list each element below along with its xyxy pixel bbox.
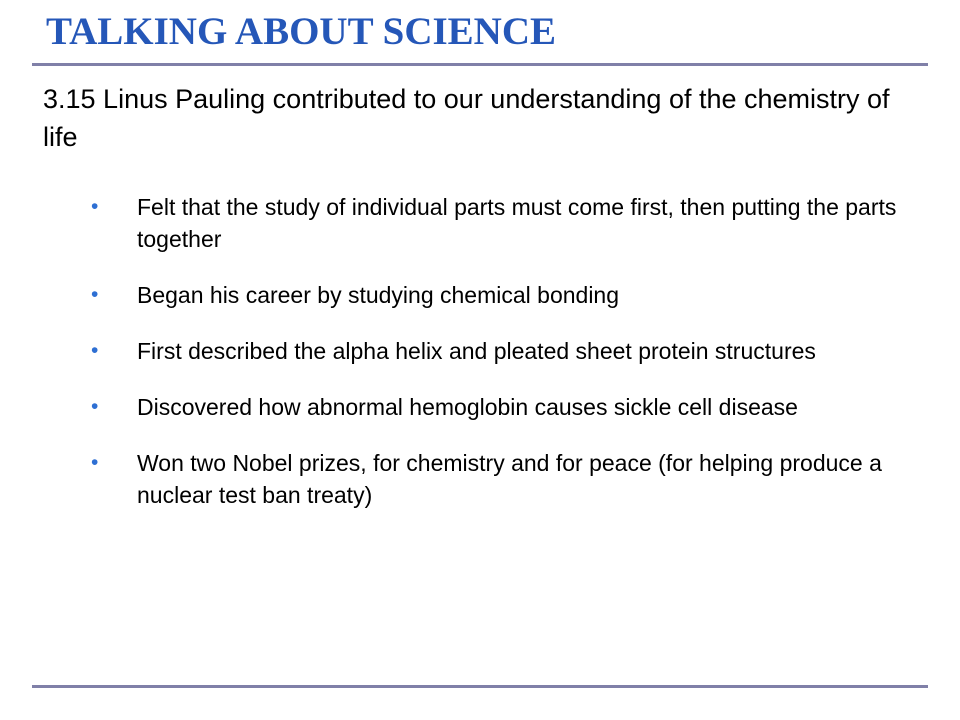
bullet-item bbox=[0, 391, 960, 423]
bullet-item bbox=[0, 335, 960, 367]
bullet-list bbox=[0, 191, 960, 535]
bullet-icon: • bbox=[91, 195, 99, 218]
top-divider bbox=[32, 63, 928, 66]
bullet-text: First described the alpha helix and pleated sheet protein structures bbox=[137, 338, 816, 364]
bullet-icon: • bbox=[91, 451, 99, 474]
bullet-item bbox=[0, 279, 960, 311]
slide-title: TALKING ABOUT SCIENCE bbox=[46, 10, 557, 53]
bullet-text: Felt that the study of individual parts must come first, then putting the parts together bbox=[137, 194, 897, 252]
bullet-icon: • bbox=[91, 395, 99, 418]
bullet-text: Discovered how abnormal hemoglobin causes sickle cell disease bbox=[137, 394, 798, 420]
bullet-item bbox=[0, 447, 960, 511]
bullet-text: Began his career by studying chemical bonding bbox=[137, 282, 620, 308]
slide-subtitle: 3.15 Linus Pauling contributed to our understanding of the chemistry of life bbox=[43, 84, 890, 152]
bullet-icon: • bbox=[91, 283, 99, 306]
bullet-text: Won two Nobel prizes, for chemistry and for peace (for helping produce a nuclear test ban treaty) bbox=[137, 450, 882, 508]
bottom-divider bbox=[32, 685, 928, 688]
bullet-icon: • bbox=[91, 339, 99, 362]
bullet-item bbox=[0, 191, 960, 255]
